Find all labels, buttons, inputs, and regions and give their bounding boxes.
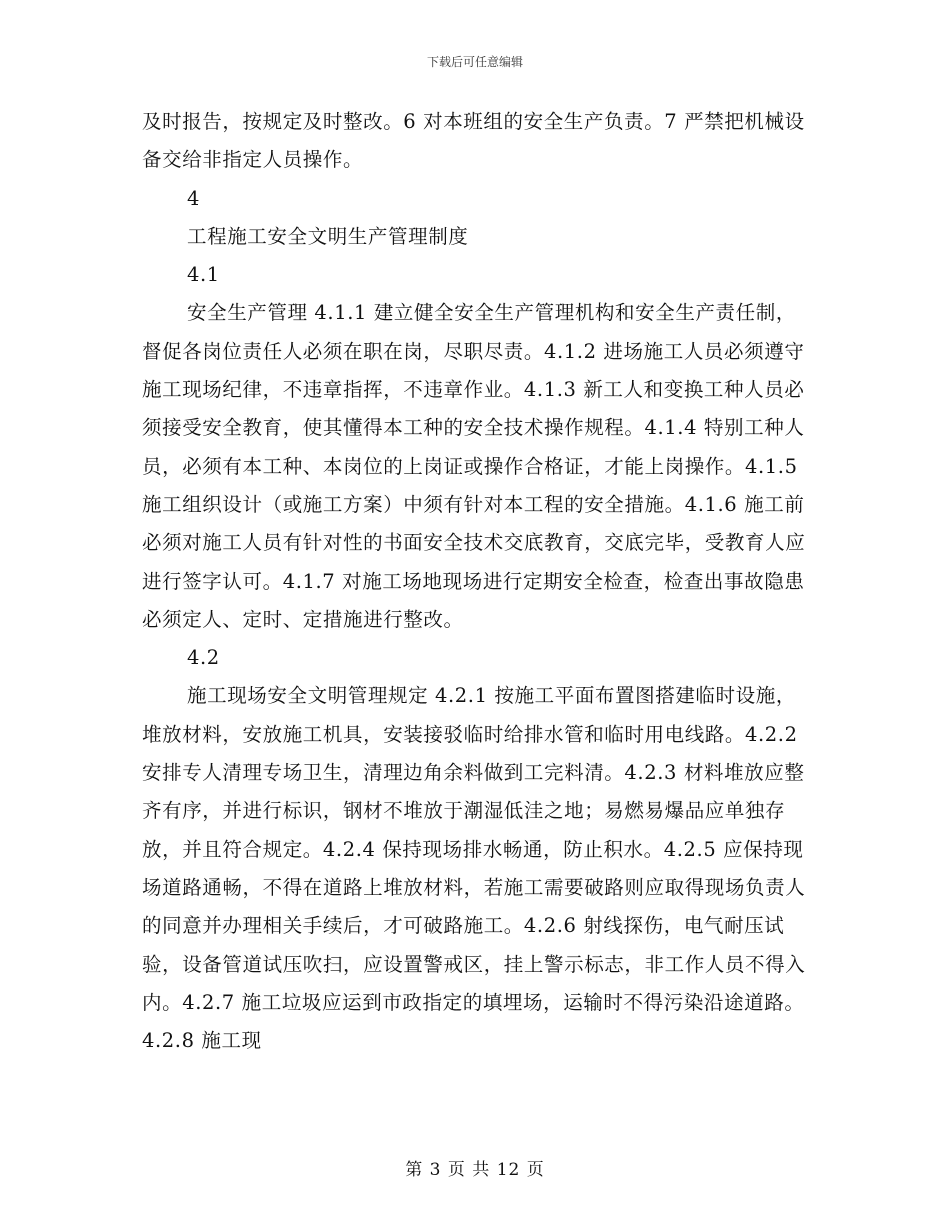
paragraph-4-1: 安全生产管理 4.1.1 建立健全安全生产管理机构和安全生产责任制，督促各岗位责任人必须在职在岗，尽职尽责。4.1.2 进场施工人员必须遵守施工现场纪律，不违章指挥，不违章作业。4.1.3 新工人和变换工种人员必须接受安全教育，使其懂得本工种的安全技术操作规程。4.1.4 特别工种人员，必须有本工种、本岗位的上岗证或操作合格证，才能上岗操作。4.1.5 施工组织设计（或施工方案）中须有针对本工程的安全措施。4.1.6 施工前必须对施工人员有针对性的书面安全技术交底教育，交底完毕，受教育人应进行签字认可。4.1.7 对施工场地现场进行定期安全检查，检查出事故隐患必须定人、定时、定措施进行整改。 bbox=[142, 301, 806, 631]
document-body bbox=[142, 103, 807, 1060]
section-number-4-2: 4.2 bbox=[187, 646, 220, 670]
page-number-footer: 第 3 页 共 12 页 bbox=[405, 1160, 545, 1180]
paragraph-4-2: 施工现场安全文明管理规定 4.2.1 按施工平面布置图搭建临时设施，堆放材料，安放施工机具，安装接驳临时给排水管和临时用电线路。4.2.2 安排专人清理专场卫生，清理边角余料做到工完料清。4.2.3 材料堆放应整齐有序，并进行标识，钢材不堆放于潮湿低洼之地；易燃易爆品应单独存放，并且符合规定。4.2.4 保持现场排水畅通，防止积水。4.2.5 应保持现场道路通畅，不得在道路上堆放材料，若施工需要破路则应取得现场负责人的同意并办理相关手续后，才可破路施工。4.2.6 射线探伤，电气耐压试验，设备管道试压吹扫，应设置警戒区，挂上警示标志，非工作人员不得入内。4.2.7 施工垃圾应运到市政指定的填埋场，运输时不得污染沿途道路。4.2.8 施工现 bbox=[142, 684, 806, 1053]
paragraph-continuation: 及时报告，按规定及时整改。6 对本班组的安全生产负责。7 严禁把机械设备交给非指定人员操作。 bbox=[142, 110, 805, 172]
section-number-4-1: 4.1 bbox=[187, 263, 220, 287]
page-header-note: 下载后可任意编辑 bbox=[426, 55, 523, 69]
section-title-4: 工程施工安全文明生产管理制度 bbox=[187, 224, 469, 248]
section-number-4: 4 bbox=[187, 186, 201, 210]
